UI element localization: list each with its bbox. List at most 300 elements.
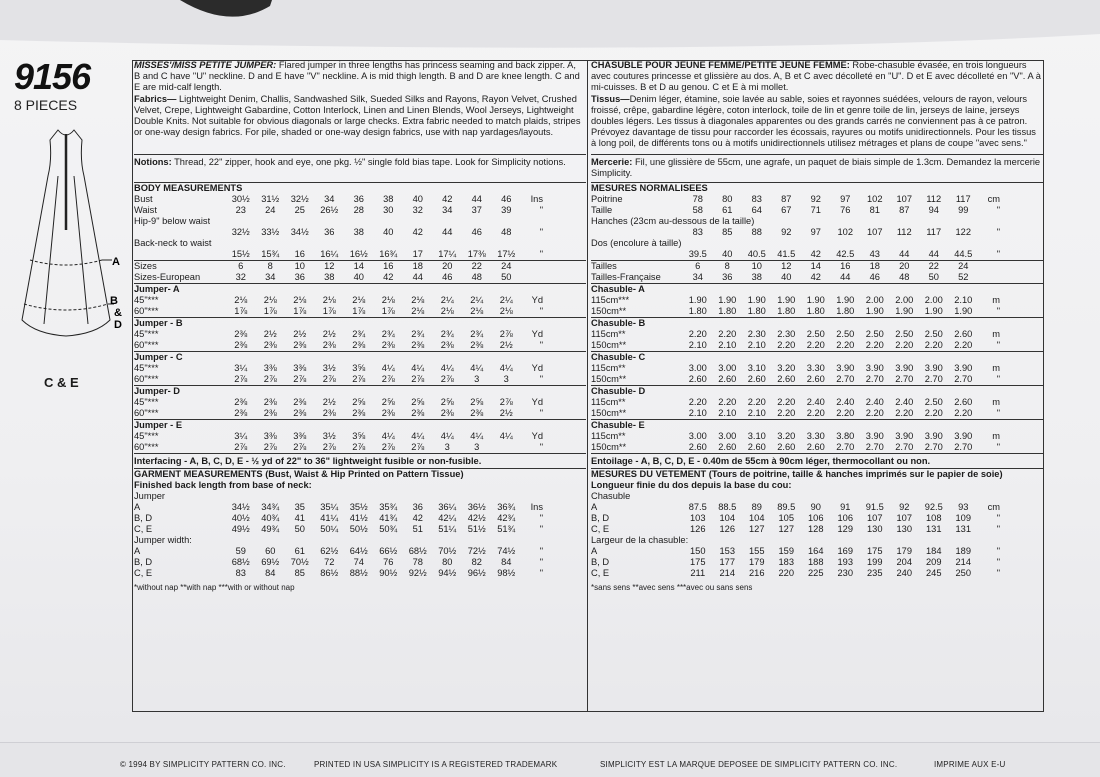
row-value: 18 bbox=[412, 261, 423, 271]
row-value: 88½ bbox=[349, 568, 368, 578]
row-label: Poitrine bbox=[591, 194, 623, 204]
row-value: 199 bbox=[866, 557, 883, 567]
row-value: 155 bbox=[748, 546, 765, 556]
row-label: Jumper width: bbox=[134, 535, 192, 545]
row-label: 45"*** bbox=[134, 397, 159, 407]
row-value: 106 bbox=[837, 513, 853, 523]
row-value: 81 bbox=[869, 205, 880, 215]
row-value: 3½ bbox=[322, 363, 336, 373]
row-value: 240 bbox=[896, 568, 912, 578]
yardage-block bbox=[134, 420, 586, 454]
row-value: 2⅞ bbox=[411, 374, 425, 384]
row-value: 32 bbox=[412, 205, 423, 215]
row-value: 3¼ bbox=[234, 363, 248, 373]
fabrics-label: Fabrics— bbox=[134, 94, 177, 104]
row-value: 43 bbox=[869, 249, 880, 259]
sizes-block bbox=[134, 261, 586, 284]
row-value: 40½ bbox=[231, 513, 250, 523]
measure-row bbox=[591, 227, 1043, 238]
row-value: 2⅛ bbox=[440, 306, 454, 316]
measure-row bbox=[591, 524, 1043, 535]
row-value: 34½ bbox=[290, 227, 309, 237]
row-unit: m bbox=[992, 329, 1000, 339]
row-value: 12 bbox=[324, 261, 335, 271]
row-label: 115cm** bbox=[591, 363, 626, 373]
row-value: 51¼ bbox=[438, 524, 457, 534]
row-value: 108 bbox=[925, 513, 942, 523]
notions-label: Notions: bbox=[134, 157, 172, 167]
row-value: 2.70 bbox=[954, 442, 973, 452]
row-value: 153 bbox=[719, 546, 735, 556]
measure-row bbox=[134, 535, 586, 546]
row-value: 189 bbox=[955, 546, 971, 556]
measure-row bbox=[134, 442, 586, 453]
row-value: 2.60 bbox=[806, 374, 825, 384]
row-value: 42¾ bbox=[497, 513, 516, 523]
row-unit: cm bbox=[987, 502, 1000, 512]
row-value: 44 bbox=[928, 249, 939, 259]
description-block bbox=[134, 60, 586, 155]
row-unit bbox=[978, 272, 1000, 283]
row-value: 2⅛ bbox=[381, 295, 395, 305]
row-value: 34 bbox=[265, 272, 276, 282]
yardage-block bbox=[591, 284, 1043, 318]
footnote: *without nap **with nap ***with or without nap bbox=[134, 583, 295, 592]
row-value: 2.20 bbox=[718, 397, 737, 407]
measure-row bbox=[591, 272, 1043, 283]
row-value: 2⅝ bbox=[411, 397, 425, 407]
row-value: 92½ bbox=[408, 568, 427, 578]
row-value: 93 bbox=[958, 502, 969, 512]
row-value: 92 bbox=[781, 227, 792, 237]
row-value: 68½ bbox=[408, 546, 427, 556]
row-value: 41.5 bbox=[777, 249, 796, 259]
description-title: MISSES'/MISS PETITE JUMPER: bbox=[134, 60, 277, 70]
row-value: 2.20 bbox=[777, 408, 796, 418]
row-value: 130 bbox=[866, 524, 883, 534]
measure-row bbox=[591, 216, 1043, 227]
row-unit: " bbox=[539, 408, 543, 418]
row-value: 59 bbox=[235, 546, 246, 556]
row-value: 28 bbox=[353, 205, 364, 215]
measure-row bbox=[134, 261, 586, 272]
row-value: 105 bbox=[778, 513, 794, 523]
row-unit: Yd bbox=[531, 329, 543, 339]
row-value: 2.10 bbox=[747, 340, 766, 350]
measure-row bbox=[591, 306, 1043, 317]
row-value: 61 bbox=[294, 546, 305, 556]
row-value: 3⅜ bbox=[293, 431, 307, 441]
row-value: 235 bbox=[866, 568, 883, 578]
row-value: 2.70 bbox=[836, 374, 855, 384]
row-value: 44 bbox=[840, 272, 851, 282]
row-value: 2¾ bbox=[440, 329, 454, 339]
row-value: 2.60 bbox=[718, 442, 737, 452]
yardage-title: Jumper - B bbox=[134, 318, 183, 328]
row-value: 1.90 bbox=[865, 306, 884, 316]
row-value: 72 bbox=[324, 557, 335, 567]
row-value: 40 bbox=[383, 227, 394, 237]
row-value: 2⅜ bbox=[322, 340, 336, 350]
measure-row bbox=[134, 513, 586, 524]
row-value: 26½ bbox=[320, 205, 339, 215]
row-value: 94 bbox=[928, 205, 939, 215]
row-value: 2⅜ bbox=[381, 340, 395, 350]
measure-row bbox=[134, 408, 586, 419]
row-value: 2⅜ bbox=[293, 397, 307, 407]
row-value: 107 bbox=[896, 194, 912, 204]
row-value: 3.30 bbox=[806, 431, 825, 441]
row-value: 3.90 bbox=[865, 431, 884, 441]
row-value: 131 bbox=[955, 524, 971, 534]
row-value: 2.60 bbox=[777, 374, 796, 384]
row-value: 169 bbox=[837, 546, 853, 556]
row-value: 96½ bbox=[467, 568, 486, 578]
row-value: 1.90 bbox=[954, 306, 973, 316]
row-value: 32½ bbox=[231, 227, 250, 237]
row-value: 126 bbox=[719, 524, 735, 534]
measure-row bbox=[591, 568, 1043, 579]
row-value: 2.10 bbox=[688, 408, 707, 418]
row-value: 25 bbox=[294, 205, 305, 215]
row-value: 35½ bbox=[349, 502, 368, 512]
row-value: 74 bbox=[353, 557, 364, 567]
row-value: 216 bbox=[748, 568, 765, 578]
row-value: 34¾ bbox=[261, 502, 280, 512]
row-label: 45"*** bbox=[134, 329, 159, 339]
row-value: 50 bbox=[928, 272, 939, 282]
row-label: Largeur de la chasuble: bbox=[591, 535, 689, 545]
row-label: B, D bbox=[134, 513, 153, 523]
garment-measurements-fr bbox=[591, 469, 1043, 593]
row-value: 112 bbox=[926, 194, 942, 204]
row-unit: " bbox=[539, 568, 543, 578]
row-value: 2⅞ bbox=[322, 374, 336, 384]
row-value: 48 bbox=[501, 227, 512, 237]
row-value: 2⅛ bbox=[470, 306, 484, 316]
body-measurements bbox=[134, 183, 586, 261]
row-value: 3.00 bbox=[688, 363, 707, 373]
row-value: 76 bbox=[383, 557, 394, 567]
row-value: 67 bbox=[781, 205, 792, 215]
row-label: 45"*** bbox=[134, 295, 159, 305]
row-value: 20 bbox=[899, 261, 910, 271]
row-value: 220 bbox=[778, 568, 794, 578]
row-value: 42 bbox=[412, 513, 423, 523]
row-value: 102 bbox=[866, 194, 883, 204]
measure-row bbox=[134, 194, 586, 205]
row-value: 34 bbox=[692, 272, 703, 282]
row-value: 42 bbox=[810, 272, 821, 282]
row-value: 2.20 bbox=[777, 340, 796, 350]
measure-row bbox=[134, 272, 586, 283]
row-value: 175 bbox=[689, 557, 706, 567]
row-unit: " bbox=[539, 249, 543, 259]
row-unit: " bbox=[539, 306, 543, 316]
measure-row bbox=[591, 249, 1043, 260]
row-value: 2⅜ bbox=[293, 408, 307, 418]
row-value: 24 bbox=[501, 261, 512, 271]
row-value: 2¼ bbox=[440, 295, 454, 305]
row-value: 2.20 bbox=[865, 340, 884, 350]
row-value: 83 bbox=[235, 568, 246, 578]
row-value: 1.90 bbox=[718, 295, 737, 305]
row-value: 122 bbox=[955, 227, 971, 237]
measure-row bbox=[134, 227, 586, 238]
row-value: 99 bbox=[958, 205, 969, 215]
measure-row bbox=[591, 491, 1043, 502]
row-value: 2.60 bbox=[954, 397, 973, 407]
row-value: 1⅞ bbox=[263, 306, 277, 316]
row-label: Hanches (23cm au-dessous de la taille) bbox=[591, 216, 755, 226]
garment-subtitle: Finished back length from base of neck: bbox=[134, 480, 312, 490]
row-value: 3 bbox=[474, 442, 480, 452]
row-value: 17 bbox=[412, 249, 423, 259]
marque-text: SIMPLICITY EST LA MARQUE DEPOSEE DE SIMPLICITY PATTERN CO. INC. bbox=[600, 760, 898, 769]
row-value: 78 bbox=[692, 194, 703, 204]
row-value: 3.00 bbox=[688, 431, 707, 441]
row-value: 2.20 bbox=[836, 340, 855, 350]
row-value: 10 bbox=[294, 261, 305, 271]
row-value: 92.5 bbox=[924, 502, 943, 512]
measure-row bbox=[591, 442, 1043, 453]
notions-text: Thread, 22" zipper, hook and eye, one pkg. ½" single fold bias tape. Look for Simplicity notions. bbox=[174, 157, 566, 167]
row-value: 80 bbox=[722, 194, 733, 204]
row-value: 2⅝ bbox=[440, 397, 454, 407]
row-value: 109 bbox=[955, 513, 971, 523]
row-value: 117 bbox=[955, 194, 971, 204]
row-label: Taille bbox=[591, 205, 613, 215]
row-value: 2.20 bbox=[777, 397, 796, 407]
row-label: A bbox=[591, 546, 598, 556]
row-value: 2⅞ bbox=[440, 374, 454, 384]
row-value: 49¾ bbox=[261, 524, 280, 534]
row-value: 2⅜ bbox=[234, 408, 248, 418]
row-value: 2⅜ bbox=[234, 340, 248, 350]
row-value: 41¼ bbox=[320, 513, 339, 523]
description-title-fr: CHASUBLE POUR JEUNE FEMME/PETITE JEUNE FEMME: bbox=[591, 60, 850, 70]
row-value: 3.90 bbox=[924, 431, 943, 441]
row-unit: " bbox=[996, 557, 1000, 567]
row-value: 4¼ bbox=[381, 431, 395, 441]
row-value: 150 bbox=[689, 546, 706, 556]
row-value: 2½ bbox=[263, 329, 277, 339]
measure-row bbox=[591, 557, 1043, 568]
row-value: 2⅞ bbox=[381, 442, 395, 452]
row-unit: m bbox=[992, 397, 1000, 407]
yardage-block bbox=[591, 318, 1043, 352]
row-value: 74½ bbox=[497, 546, 516, 556]
row-value: 2.60 bbox=[688, 374, 707, 384]
row-value: 2⅜ bbox=[470, 340, 484, 350]
row-value: 3.00 bbox=[718, 363, 737, 373]
sizes-block-fr bbox=[591, 261, 1043, 284]
yardage-block bbox=[134, 352, 586, 386]
row-value: 84 bbox=[501, 557, 512, 567]
envelope-top-curve bbox=[0, 0, 1100, 60]
row-value bbox=[492, 442, 522, 453]
row-value: 48 bbox=[471, 272, 482, 282]
row-value: 40 bbox=[412, 194, 423, 204]
row-value: 69½ bbox=[261, 557, 280, 567]
row-value: 16¾ bbox=[379, 249, 398, 259]
row-value: 2⅛ bbox=[234, 295, 248, 305]
row-value: 2⅜ bbox=[411, 408, 425, 418]
row-value: 2½ bbox=[322, 329, 336, 339]
row-label: A bbox=[134, 502, 141, 512]
row-value: 58 bbox=[692, 205, 703, 215]
row-value: 3.20 bbox=[777, 363, 796, 373]
row-value: 128 bbox=[807, 524, 824, 534]
row-value: 2.50 bbox=[924, 329, 943, 339]
row-value: 127 bbox=[748, 524, 765, 534]
row-value: 20 bbox=[442, 261, 453, 271]
row-value: 1.90 bbox=[747, 295, 766, 305]
row-value: 78 bbox=[412, 557, 423, 567]
row-value: 88 bbox=[751, 227, 762, 237]
row-value: 91 bbox=[840, 502, 851, 512]
measure-row bbox=[591, 238, 1043, 249]
measure-row bbox=[134, 216, 586, 227]
row-value: 130 bbox=[896, 524, 912, 534]
row-value: 3¼ bbox=[234, 431, 248, 441]
row-value: 89 bbox=[751, 502, 762, 512]
garment-subtitle-fr: Longueur finie du dos depuis la base du cou: bbox=[591, 480, 792, 490]
row-value: 1.90 bbox=[924, 306, 943, 316]
row-value: 3.90 bbox=[924, 363, 943, 373]
row-value: 2⅞ bbox=[381, 374, 395, 384]
yardage-block bbox=[134, 284, 586, 318]
row-value: 3⅜ bbox=[263, 363, 277, 373]
row-value: 17½ bbox=[497, 249, 516, 259]
row-unit: " bbox=[996, 524, 1000, 534]
row-value: 92 bbox=[810, 194, 821, 204]
row-value: 68½ bbox=[231, 557, 250, 567]
row-value: 214 bbox=[955, 557, 971, 567]
view-label-c-e: C & E bbox=[44, 375, 79, 390]
row-value: 39.5 bbox=[688, 249, 707, 259]
row-value: 2.00 bbox=[895, 295, 914, 305]
row-unit: m bbox=[992, 363, 1000, 373]
row-value: 2⅞ bbox=[322, 442, 336, 452]
row-value: 30 bbox=[383, 205, 394, 215]
row-label: C, E bbox=[134, 568, 153, 578]
row-value: 42 bbox=[810, 249, 821, 259]
row-value: 2.70 bbox=[895, 374, 914, 384]
row-value: 14 bbox=[810, 261, 821, 271]
row-value: 2.20 bbox=[895, 340, 914, 350]
row-value: 24 bbox=[958, 261, 969, 271]
row-value: 3½ bbox=[322, 431, 336, 441]
description-text-fr: Robe-chasuble évasée, en trois longueurs avec coutures princesse et glissière au dos. A, B et C avec décolleté en "U". D et E avec décolleté en "V". A à mi-cuisses. B et D au genou. C et E à mi mollet. bbox=[591, 60, 1041, 92]
row-label bbox=[134, 227, 226, 238]
english-column bbox=[134, 60, 586, 593]
footnote-fr: *sans sens **avec sens ***avec ou sans sens bbox=[591, 583, 753, 592]
row-value: 2.20 bbox=[895, 408, 914, 418]
row-value: 2.60 bbox=[747, 442, 766, 452]
row-value: 3.00 bbox=[718, 431, 737, 441]
row-value: 245 bbox=[925, 568, 942, 578]
row-value: 64½ bbox=[349, 546, 368, 556]
row-value: 177 bbox=[719, 557, 735, 567]
row-value: 6 bbox=[695, 261, 701, 271]
row-unit: " bbox=[996, 227, 1000, 237]
row-value: 2.70 bbox=[836, 442, 855, 452]
row-value: 2.30 bbox=[777, 329, 796, 339]
fabrics-label-fr: Tissus— bbox=[591, 94, 630, 104]
pieces-count: 8 PIECES bbox=[14, 97, 78, 113]
row-value: 4¼ bbox=[440, 363, 454, 373]
row-value: 1.80 bbox=[836, 306, 855, 316]
row-value: 34 bbox=[324, 194, 335, 204]
measure-row bbox=[591, 408, 1043, 419]
measure-row bbox=[591, 513, 1043, 524]
row-value: 184 bbox=[925, 546, 942, 556]
row-value: 131 bbox=[925, 524, 942, 534]
row-label: 115cm** bbox=[591, 329, 626, 339]
row-unit: Ins bbox=[530, 502, 543, 512]
row-value: 31½ bbox=[261, 194, 280, 204]
pattern-number: 9156 bbox=[14, 56, 91, 97]
row-label: 115cm** bbox=[591, 431, 626, 441]
yardage-title: Jumper - E bbox=[134, 420, 183, 430]
row-unit: " bbox=[539, 227, 543, 237]
row-value: 3.30 bbox=[806, 363, 825, 373]
row-value: 3⅝ bbox=[352, 363, 366, 373]
row-value: 2½ bbox=[293, 329, 307, 339]
row-value: 1.80 bbox=[688, 306, 707, 316]
row-label: C, E bbox=[591, 524, 610, 534]
row-value: 50¾ bbox=[379, 524, 398, 534]
row-value: 36¼ bbox=[438, 502, 457, 512]
row-value: 2⅛ bbox=[352, 295, 366, 305]
row-value: 3.90 bbox=[895, 431, 914, 441]
row-value: 2⅞ bbox=[411, 442, 425, 452]
row-value: 2⅞ bbox=[352, 374, 366, 384]
row-value: 2.10 bbox=[718, 340, 737, 350]
row-unit: " bbox=[996, 442, 1000, 452]
row-value: 2⅜ bbox=[263, 397, 277, 407]
row-value: 92 bbox=[899, 502, 910, 512]
measure-row bbox=[134, 491, 586, 502]
row-value: 2.20 bbox=[954, 408, 973, 418]
row-value: 44 bbox=[899, 249, 910, 259]
row-value: 42½ bbox=[467, 513, 486, 523]
row-value: 4¼ bbox=[499, 431, 513, 441]
row-value: 50¼ bbox=[320, 524, 339, 534]
row-label: 115cm** bbox=[591, 397, 626, 407]
row-value: 129 bbox=[837, 524, 853, 534]
row-unit: " bbox=[996, 340, 1000, 350]
row-unit: " bbox=[996, 546, 1000, 556]
row-value: 183 bbox=[778, 557, 794, 567]
row-value: 98½ bbox=[497, 568, 516, 578]
fabrics-text: Lightweight Denim, Challis, Sandwashed Silk, Sueded Silks and Rayons, Rayon Velvet, Crushed Velvet, Crepe, Lightweight Gabardine, Cotton Interlock, Linen and Linen Blends, Wool Jerseys, Lightweight Double Knits. Not suitable for obvious diagonals or large checks. Extra fabric needed to match plaids, stripes or one-way design fabrics. For pile, shaded or one-way design fabrics, use with nap yardages/layouts. bbox=[134, 94, 581, 137]
row-value: 3.90 bbox=[836, 363, 855, 373]
row-value: 103 bbox=[689, 513, 706, 523]
row-unit: Yd bbox=[531, 295, 543, 305]
row-value: 2⅞ bbox=[234, 442, 248, 452]
row-value: 2.10 bbox=[718, 408, 737, 418]
row-value: 4¼ bbox=[440, 431, 454, 441]
row-value: 38 bbox=[324, 272, 335, 282]
row-unit: m bbox=[992, 295, 1000, 305]
row-value: 2.40 bbox=[865, 397, 884, 407]
yardage-title: Chasuble- B bbox=[591, 318, 646, 328]
row-label: Tailles-Française bbox=[591, 272, 661, 282]
row-value: 36¾ bbox=[497, 502, 516, 512]
row-value: 62½ bbox=[320, 546, 339, 556]
